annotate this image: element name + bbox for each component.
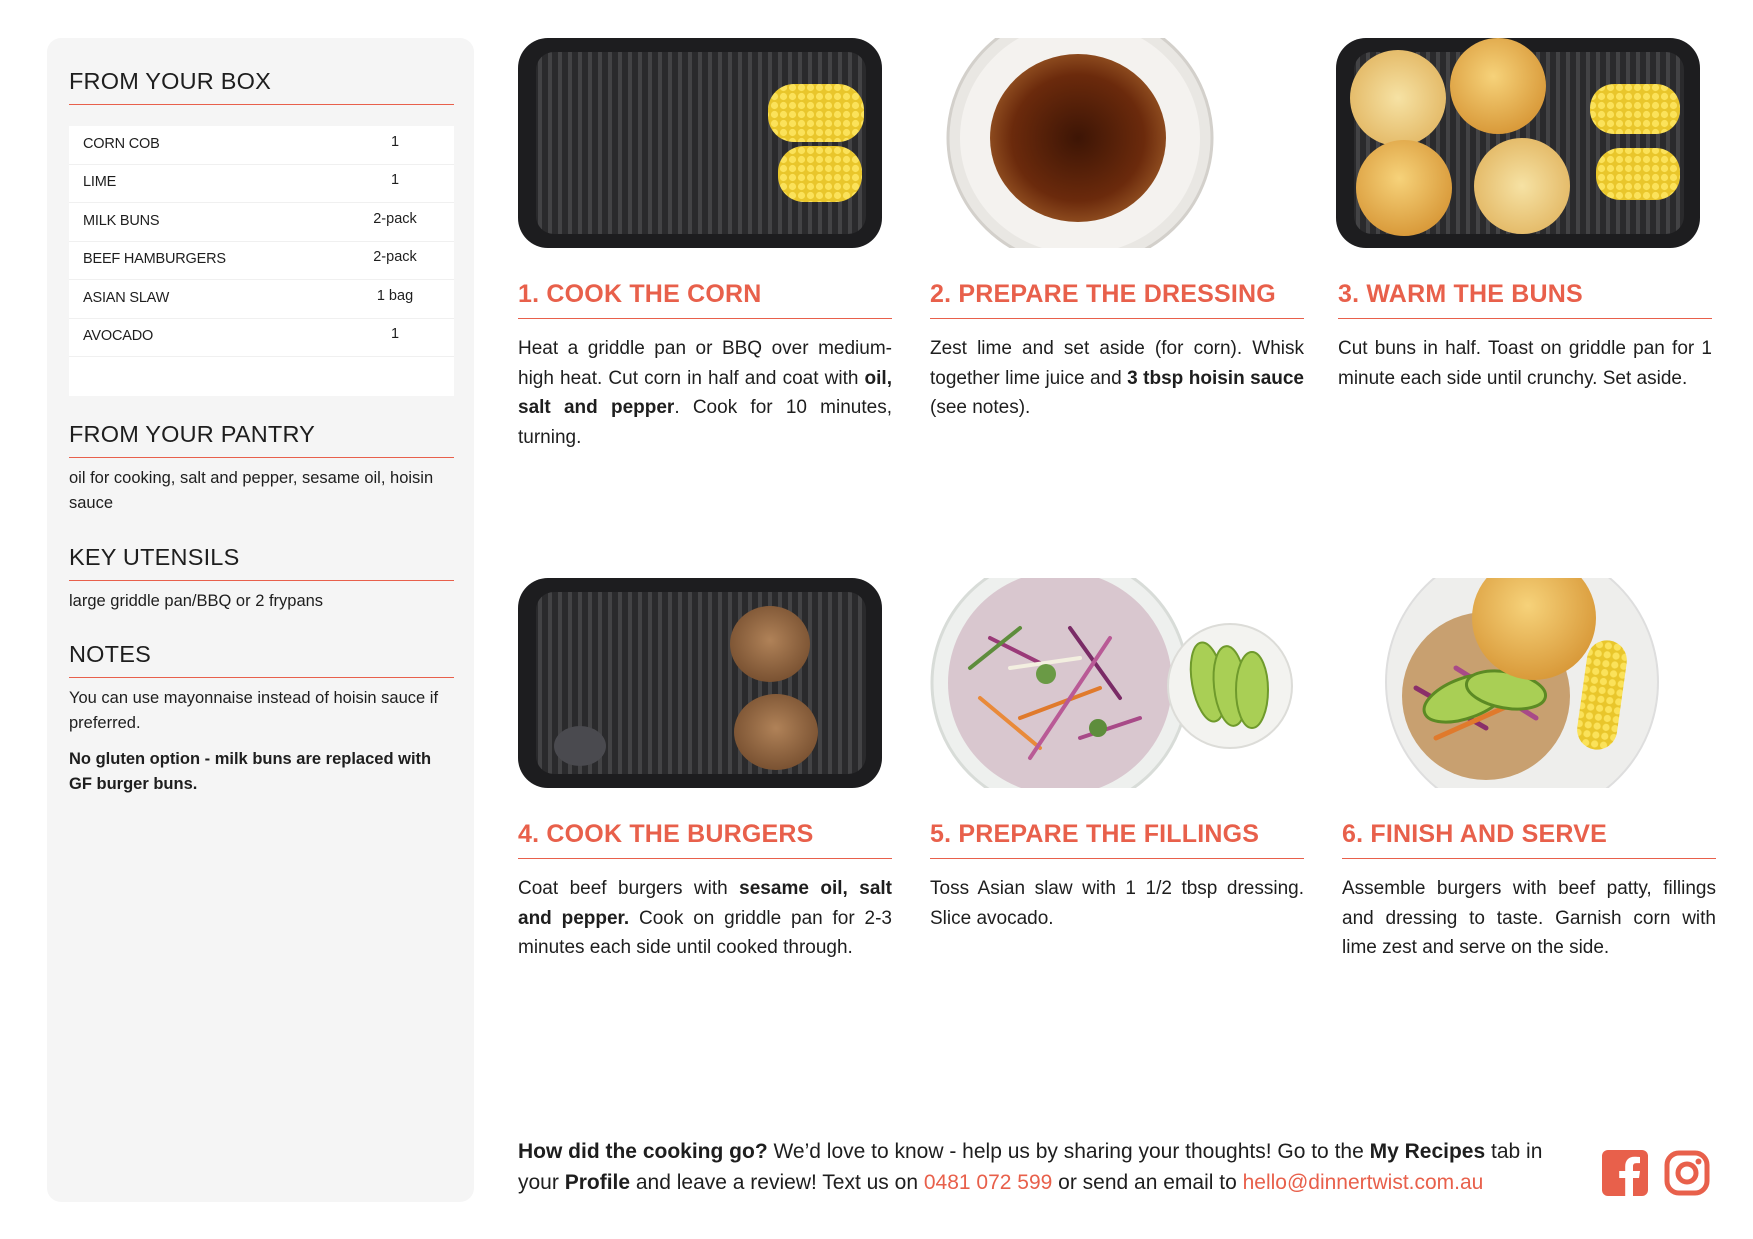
ingredient-row [69,280,454,319]
ingredient-name: CORN COB [83,136,160,152]
step-6-photo [1336,578,1700,788]
footer-text: or send an email to [1052,1171,1243,1194]
footer-text: and leave a review! Text us on [630,1171,924,1194]
ingredient-name: MILK BUNS [83,213,160,229]
ingredient-row [69,318,454,357]
step-2-rule [930,318,1304,319]
step-6-rule [1342,858,1716,859]
step-2-text-bold: 3 tbsp hoisin sauce [1127,367,1305,389]
step-5-text: Toss Asian slaw with 1 1/2 tbsp dressing. Slice avocado. [930,878,1304,929]
step-1-text-part: Heat a griddle pan or BBQ over medium-high heat. Cut corn in half and coat with [518,338,892,389]
step-3-text: Cut buns in half. Toast on griddle pan for 1 minute each side until crunchy. Set aside. [1338,338,1712,389]
footer-text: tab in your [518,1140,1543,1194]
griddle-corn-illustration [518,38,882,248]
notes-heading-rule [69,677,454,678]
step-3-title: 3. WARM THE BUNS [1338,280,1583,308]
step-1-text-bold: oil, salt and pepper [518,367,892,418]
feedback-footer [518,1136,1568,1198]
profile-link[interactable]: Profile [564,1171,631,1194]
ingredient-qty: 1 [390,134,400,150]
step-1-text [518,334,892,452]
facebook-glyph [1602,1150,1648,1196]
ingredient-row [69,164,454,203]
footer-text: We’d love to know - help us by sharing your thoughts! Go to the [767,1140,1370,1163]
step-1-title: 1. COOK THE CORN [518,280,762,308]
my-recipes-link[interactable]: My Recipes [1369,1140,1486,1163]
ingredient-qty: 2-pack [373,249,417,265]
ingredient-name: LIME [83,174,117,190]
step-2-text-part: (see notes). [930,397,1031,418]
step-1-rule [518,318,892,319]
step-4-photo [518,578,882,788]
facebook-icon[interactable] [1602,1150,1648,1196]
step-6-text: Assemble burgers with beef patty, fillings and dressing to taste. Garnish corn with lime zest and serve on the side. [1342,878,1716,958]
plated-burger-illustration [1336,578,1700,788]
utensils-heading-rule [69,580,454,581]
ingredient-qty: 1 [390,172,400,188]
instagram-glyph [1664,1150,1710,1196]
email-link[interactable]: hello@dinnertwist.com.au [1242,1171,1484,1194]
slaw-avocado-illustration [930,578,1294,788]
step-3-photo [1336,38,1700,248]
step-5-rule [930,858,1304,859]
ingredient-qty: 1 [390,326,400,342]
pantry-heading-rule [69,457,454,458]
ingredient-qty: 1 bag [376,288,414,304]
step-4-title: 4. COOK THE BURGERS [518,820,814,848]
step-6-title: 6. FINISH AND SERVE [1342,820,1607,848]
step-4-text-part: Coat beef burgers with [518,878,740,899]
step-1-text-part: . Cook for 10 minutes, turning. [518,397,892,448]
dressing-bowl-illustration [930,38,1230,248]
griddle-buns-illustration [1336,38,1700,248]
ingredient-row [69,126,454,165]
notes-gluten-text: No gluten option - milk buns are replaced with GF burger buns. [69,750,432,793]
griddle-patties-illustration [518,578,882,788]
utensils-text: large griddle pan/BBQ or 2 frypans [69,592,324,610]
instagram-icon[interactable] [1664,1150,1710,1196]
ingredient-row [69,241,454,280]
step-4-text-part: Cook on griddle pan for 2-3 minutes each side until cooked through. [518,907,892,958]
step-5-title: 5. PREPARE THE FILLINGS [930,820,1260,848]
ingredient-name: ASIAN SLAW [83,290,170,306]
pantry-text: oil for cooking, salt and pepper, sesame oil, hoisin sauce [69,469,434,512]
step-4-text-bold: sesame oil, salt and pepper. [518,878,892,929]
ingredient-name: AVOCADO [83,328,154,344]
notes-text: You can use mayonnaise instead of hoisin sauce if preferred. [69,689,439,732]
step-5-photo [930,578,1294,788]
ingredient-qty: 2-pack [373,211,417,227]
step-4-rule [518,858,892,859]
step-2-photo [930,38,1230,248]
pantry-heading: FROM YOUR PANTRY [69,421,316,447]
step-1-photo [518,38,882,248]
step-2-title: 2. PREPARE THE DRESSING [930,280,1276,308]
ingredient-name: BEEF HAMBURGERS [83,251,226,267]
footer-question: How did the cooking go? [518,1140,768,1163]
phone-link[interactable]: 0481 072 599 [923,1171,1053,1194]
step-2-text-part: Zest lime and set aside (for corn). Whisk together lime juice and [930,338,1304,389]
ingredient-row [69,203,454,242]
step-4-text [518,874,892,963]
notes-heading: NOTES [69,641,151,667]
box-ingredients-table [69,126,454,396]
box-heading: FROM YOUR BOX [69,68,271,94]
utensils-heading: KEY UTENSILS [69,544,240,570]
step-3-rule [1338,318,1712,319]
box-heading-rule [69,104,454,105]
ingredients-sidebar [47,38,474,1202]
step-2-text [930,334,1304,423]
